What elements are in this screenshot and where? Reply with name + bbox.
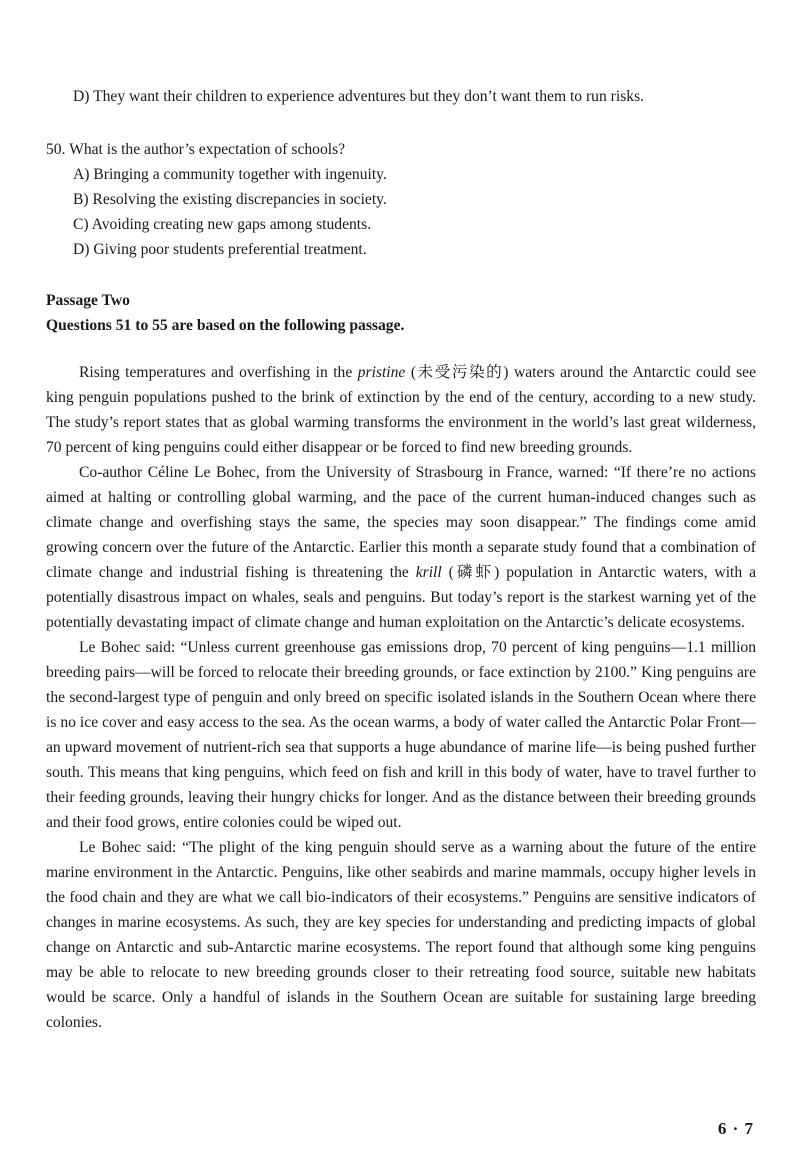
passage-paragraph-2 (46, 460, 756, 635)
passage-paragraph-1 (46, 360, 756, 460)
p2-text-b: population in Antarctic waters, with a potentially disastrous impact on whales, seals and penguins. But today’s report is the starkest warning yet of the potentially devastating impact of climate change and human exploitation on the Antarctic’s delicate ecosystems. (46, 564, 756, 631)
p2-text-a: Co-author Céline Le Bohec, from the University of Strasbourg in France, warned: “If there’re no actions aimed at halting or controlling global warming, and the pace of the current human-induced changes such as climate change and overfishing stays the same, the species may soon disappear.” The findings come amid growing concern over the future of the Antarctic. Earlier this month a separate study found that a combination of climate change and industrial fishing is threatening the (46, 464, 756, 581)
passage-paragraph-4: Le Bohec said: “The plight of the king penguin should serve as a warning about the future of the entire marine environment in the Antarctic. Penguins, like other seabirds and marine mammals, occupy higher levels in the food chain and they are what we call bio-indicators of their ecosystems.” Penguins are sensitive indicators of changes in marine ecosystems. As such, they are key species for understanding and predicting impacts of global change on Antarctic and sub-Antarctic marine ecosystems. The report found that although some king penguins may be able to relocate to new breeding grounds closer to their retreating food source, suitable new habitats would be scarce. Only a handful of islands in the Southern Ocean are suitable for sustaining large breeding colonies. (46, 839, 756, 1031)
passage-paragraph-3: Le Bohec said: “Unless current greenhouse gas emissions drop, 70 percent of king penguins—1.1 million breeding pairs—will be forced to relocate their breeding grounds, or face extinction by 2100.” King penguins are the second-largest type of penguin and only breed on specific isolated islands in the Southern Ocean where there is no ice cover and easy access to the sea. As the ocean warms, a body of water called the Antarctic Polar Front—an upward movement of nutrient-rich sea that supports a huge abundance of marine life—is being pushed further south. This means that king penguins, which feed on fish and krill in this body of water, have to travel further to their feeding grounds, leaving their hungry chicks for longer. And as the distance between their breeding grounds and their food grows, entire colonies could be wiped out. (46, 639, 756, 831)
passage-subtitle: Questions 51 to 55 are based on the following passage. (46, 317, 405, 334)
p1-text-b: waters around the Antarctic could see king penguin populations pushed to the brink of extinction by the end of the century, according to a new study. The study’s report states that as global warming transforms the environment in the world’s last great wilderness, 70 percent of king penguins could either disappear or be forced to find new breeding grounds. (46, 364, 756, 456)
document-page (46, 84, 756, 1035)
passage-title: Passage Two (46, 292, 130, 309)
prev-question-option-d: D) They want their children to experience adventures but they don’t want them to run risks. (73, 88, 645, 105)
p2-term: krill (415, 564, 442, 581)
question-50-option-a: A) Bringing a community together with ingenuity. (73, 166, 387, 183)
question-50-option-d: D) Giving poor students preferential treatment. (73, 241, 367, 258)
page-number: 6 · 7 (717, 1119, 754, 1138)
question-50-stem: 50. What is the author’s expectation of schools? (46, 141, 346, 158)
question-50-option-b: B) Resolving the existing discrepancies in society. (73, 191, 387, 208)
p2-gloss: (磷虾) (441, 564, 507, 581)
p1-gloss: (未受污染的) (405, 364, 514, 381)
question-50-option-c: C) Avoiding creating new gaps among students. (73, 216, 372, 233)
p1-term: pristine (357, 364, 406, 381)
p1-text-a: Rising temperatures and overfishing in the (79, 364, 358, 381)
